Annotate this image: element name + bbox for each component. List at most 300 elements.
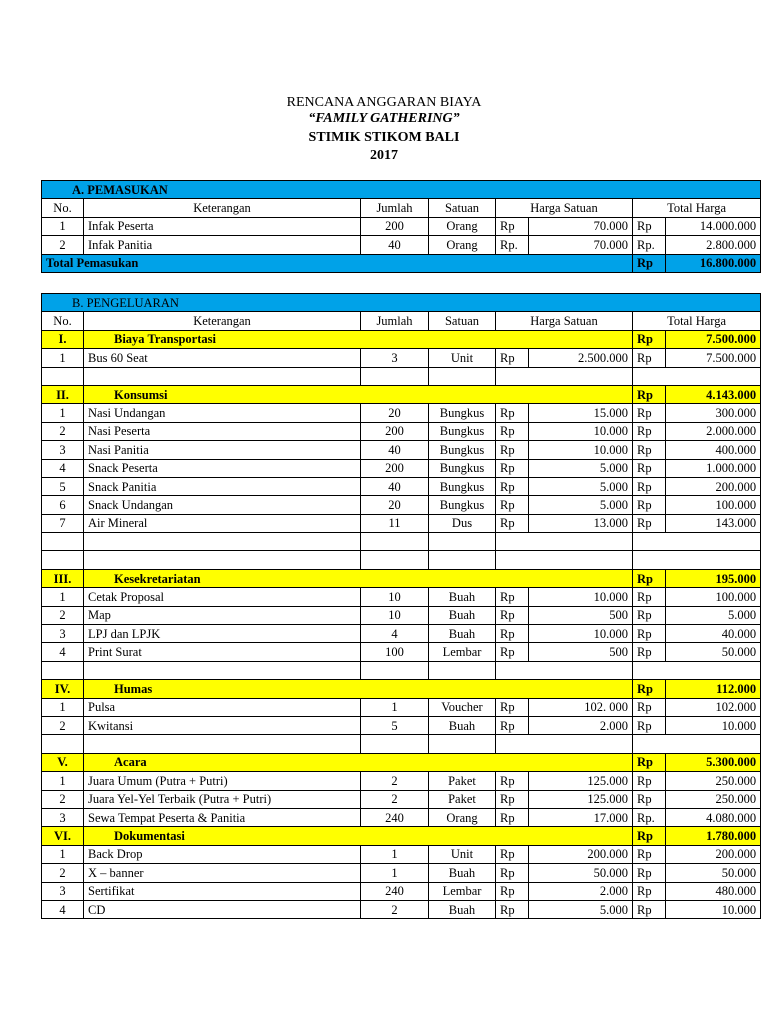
cell-currency: Rp (496, 217, 529, 235)
table-row (42, 236, 761, 254)
doc-year: 2017 (370, 148, 398, 163)
cell-empty (429, 551, 496, 569)
cell-total-harga: 7.500.000 (666, 349, 761, 367)
table-row (42, 441, 761, 459)
cell-jumlah: 40 (361, 236, 429, 254)
cell-satuan: Bungkus (429, 477, 496, 495)
cell-currency: Rp (496, 845, 529, 863)
cell-currency: Rp (633, 790, 666, 808)
section-title: A. PEMASUKAN (42, 181, 761, 199)
cell-harga-satuan: 5.000 (529, 477, 633, 495)
cell-currency: Rp (496, 900, 529, 918)
cell-jumlah: 11 (361, 514, 429, 532)
cell-satuan: Unit (429, 845, 496, 863)
cell-harga-satuan: 10.000 (529, 422, 633, 440)
cell-jumlah: 40 (361, 441, 429, 459)
cell-empty (361, 551, 429, 569)
empty-row (42, 735, 761, 753)
category-name: Kesekretariatan (84, 569, 633, 587)
cell-jumlah: 3 (361, 349, 429, 367)
category-currency: Rp (633, 680, 666, 698)
cell-keterangan: Print Surat (84, 643, 361, 661)
cell-currency: Rp (633, 422, 666, 440)
table-row (42, 496, 761, 514)
cell-total-harga: 14.000.000 (666, 217, 761, 235)
cell-satuan: Bungkus (429, 404, 496, 422)
cell-satuan: Buah (429, 588, 496, 606)
column-header-row (42, 199, 761, 217)
cell-empty (633, 533, 761, 551)
cell-jumlah: 1 (361, 698, 429, 716)
cell-currency: Rp (633, 477, 666, 495)
cell-total-harga: 143.000 (666, 514, 761, 532)
doc-title: RENCANA ANGGARAN BIAYA (286, 95, 482, 110)
cell-keterangan: X – banner (84, 864, 361, 882)
total-currency: Rp (633, 254, 666, 272)
cell-currency: Rp (633, 588, 666, 606)
cell-harga-satuan: 5.000 (529, 459, 633, 477)
cell-harga-satuan: 10.000 (529, 441, 633, 459)
cell-harga-satuan: 500 (529, 606, 633, 624)
cell-currency: Rp (496, 422, 529, 440)
cell-no: 1 (42, 349, 84, 367)
cell-harga-satuan: 2.000 (529, 716, 633, 734)
cell-currency: Rp (633, 716, 666, 734)
cell-jumlah: 20 (361, 496, 429, 514)
cell-empty (84, 735, 361, 753)
cell-keterangan: Back Drop (84, 845, 361, 863)
cell-keterangan: Sewa Tempat Peserta & Panitia (84, 808, 361, 826)
category-row (42, 827, 761, 845)
cell-currency: Rp (496, 514, 529, 532)
cell-currency: Rp (633, 698, 666, 716)
cell-empty (361, 367, 429, 385)
cell-satuan: Dus (429, 514, 496, 532)
table-row (42, 349, 761, 367)
table-row (42, 643, 761, 661)
category-currency: Rp (633, 753, 666, 771)
empty-row (42, 661, 761, 679)
cell-harga-satuan: 200.000 (529, 845, 633, 863)
cell-harga-satuan: 17.000 (529, 808, 633, 826)
cell-jumlah: 2 (361, 900, 429, 918)
cell-currency: Rp (633, 217, 666, 235)
pemasukan-table (41, 180, 761, 273)
cell-jumlah: 240 (361, 882, 429, 900)
cell-total-harga: 250.000 (666, 772, 761, 790)
cell-jumlah: 10 (361, 606, 429, 624)
table-row (42, 900, 761, 918)
cell-total-harga: 102.000 (666, 698, 761, 716)
col-no-header: No. (42, 199, 84, 217)
cell-no: 2 (42, 864, 84, 882)
cell-currency: Rp (633, 441, 666, 459)
cell-no: 4 (42, 900, 84, 918)
cell-currency: Rp (633, 625, 666, 643)
doc-organization: STIMIK STIKOM BALI (308, 130, 460, 145)
empty-row (42, 551, 761, 569)
cell-empty (42, 367, 84, 385)
cell-keterangan: Bus 60 Seat (84, 349, 361, 367)
cell-currency: Rp (496, 459, 529, 477)
cell-empty (496, 367, 633, 385)
cell-total-harga: 40.000 (666, 625, 761, 643)
cell-empty (633, 661, 761, 679)
cell-total-harga: 300.000 (666, 404, 761, 422)
cell-satuan: Buah (429, 900, 496, 918)
table-row (42, 606, 761, 624)
cell-empty (42, 533, 84, 551)
col-keterangan-header: Keterangan (84, 199, 361, 217)
section-header-pengeluaran (42, 294, 761, 312)
cell-currency: Rp (496, 643, 529, 661)
cell-no: 4 (42, 643, 84, 661)
cell-total-harga: 2.000.000 (666, 422, 761, 440)
cell-total-harga: 100.000 (666, 588, 761, 606)
cell-no: 2 (42, 790, 84, 808)
cell-currency: Rp (633, 643, 666, 661)
cell-satuan: Bungkus (429, 422, 496, 440)
cell-satuan: Orang (429, 808, 496, 826)
cell-total-harga: 2.800.000 (666, 236, 761, 254)
category-currency: Rp (633, 330, 666, 348)
cell-keterangan: Cetak Proposal (84, 588, 361, 606)
cell-empty (496, 533, 633, 551)
category-total: 4.143.000 (666, 385, 761, 403)
category-name: Konsumsi (84, 385, 633, 403)
cell-currency: Rp (633, 404, 666, 422)
cell-harga-satuan: 5.000 (529, 900, 633, 918)
column-header-row (42, 312, 761, 330)
section-header-pemasukan (42, 181, 761, 199)
category-number: IV. (42, 680, 84, 698)
cell-keterangan: Infak Panitia (84, 236, 361, 254)
cell-harga-satuan: 125.000 (529, 772, 633, 790)
category-number: II. (42, 385, 84, 403)
cell-harga-satuan: 10.000 (529, 588, 633, 606)
cell-keterangan: Juara Yel-Yel Terbaik (Putra + Putri) (84, 790, 361, 808)
cell-total-harga: 5.000 (666, 606, 761, 624)
cell-total-harga: 250.000 (666, 790, 761, 808)
col-total-harga-header: Total Harga (633, 312, 761, 330)
table-row (42, 459, 761, 477)
cell-currency: Rp. (633, 808, 666, 826)
cell-keterangan: Map (84, 606, 361, 624)
cell-keterangan: Nasi Undangan (84, 404, 361, 422)
cell-harga-satuan: 5.000 (529, 496, 633, 514)
category-row (42, 330, 761, 348)
col-total-harga-header: Total Harga (633, 199, 761, 217)
cell-empty (429, 735, 496, 753)
cell-harga-satuan: 15.000 (529, 404, 633, 422)
cell-no: 2 (42, 422, 84, 440)
total-label: Total Pemasukan (42, 254, 633, 272)
cell-empty (42, 661, 84, 679)
cell-no: 3 (42, 441, 84, 459)
cell-no: 3 (42, 882, 84, 900)
doc-subtitle: “FAMILY GATHERING” (308, 111, 460, 126)
cell-jumlah: 1 (361, 864, 429, 882)
category-name: Acara (84, 753, 633, 771)
cell-keterangan: Juara Umum (Putra + Putri) (84, 772, 361, 790)
cell-harga-satuan: 500 (529, 643, 633, 661)
cell-keterangan: Snack Undangan (84, 496, 361, 514)
cell-jumlah: 20 (361, 404, 429, 422)
cell-currency: Rp (496, 698, 529, 716)
cell-satuan: Paket (429, 772, 496, 790)
cell-harga-satuan: 2.500.000 (529, 349, 633, 367)
cell-no: 7 (42, 514, 84, 532)
table-row (42, 772, 761, 790)
col-keterangan-header: Keterangan (84, 312, 361, 330)
cell-satuan: Lembar (429, 882, 496, 900)
table-row (42, 625, 761, 643)
cell-empty (84, 367, 361, 385)
cell-jumlah: 200 (361, 422, 429, 440)
cell-no: 1 (42, 845, 84, 863)
category-name: Humas (84, 680, 633, 698)
total-value: 16.800.000 (666, 254, 761, 272)
cell-jumlah: 2 (361, 772, 429, 790)
category-name: Biaya Transportasi (84, 330, 633, 348)
cell-currency: Rp (496, 772, 529, 790)
cell-currency: Rp (633, 882, 666, 900)
cell-empty (84, 533, 361, 551)
table-row (42, 882, 761, 900)
category-number: VI. (42, 827, 84, 845)
table-row (42, 845, 761, 863)
cell-no: 6 (42, 496, 84, 514)
cell-jumlah: 4 (361, 625, 429, 643)
cell-currency: Rp (496, 404, 529, 422)
cell-keterangan: Infak Peserta (84, 217, 361, 235)
cell-empty (496, 551, 633, 569)
cell-empty (361, 661, 429, 679)
col-satuan-header: Satuan (429, 199, 496, 217)
cell-keterangan: Pulsa (84, 698, 361, 716)
total-row (42, 254, 761, 272)
category-name: Dokumentasi (84, 827, 633, 845)
cell-currency: Rp (496, 716, 529, 734)
cell-keterangan: Kwitansi (84, 716, 361, 734)
table-row (42, 404, 761, 422)
cell-keterangan: LPJ dan LPJK (84, 625, 361, 643)
cell-total-harga: 50.000 (666, 643, 761, 661)
cell-currency: Rp (496, 606, 529, 624)
category-currency: Rp (633, 385, 666, 403)
cell-harga-satuan: 70.000 (529, 236, 633, 254)
cell-empty (633, 367, 761, 385)
cell-satuan: Voucher (429, 698, 496, 716)
cell-total-harga: 50.000 (666, 864, 761, 882)
cell-satuan: Buah (429, 864, 496, 882)
cell-total-harga: 200.000 (666, 477, 761, 495)
cell-keterangan: Nasi Panitia (84, 441, 361, 459)
cell-empty (429, 367, 496, 385)
cell-jumlah: 40 (361, 477, 429, 495)
cell-currency: Rp (633, 459, 666, 477)
category-total: 5.300.000 (666, 753, 761, 771)
cell-jumlah: 240 (361, 808, 429, 826)
cell-no: 4 (42, 459, 84, 477)
col-satuan-header: Satuan (429, 312, 496, 330)
cell-harga-satuan: 10.000 (529, 625, 633, 643)
cell-satuan: Lembar (429, 643, 496, 661)
cell-satuan: Unit (429, 349, 496, 367)
empty-row (42, 533, 761, 551)
col-harga-satuan-header: Harga Satuan (496, 312, 633, 330)
cell-jumlah: 10 (361, 588, 429, 606)
category-total: 7.500.000 (666, 330, 761, 348)
cell-satuan: Buah (429, 606, 496, 624)
cell-no: 2 (42, 236, 84, 254)
cell-currency: Rp (496, 882, 529, 900)
category-number: V. (42, 753, 84, 771)
cell-no: 3 (42, 625, 84, 643)
category-number: III. (42, 569, 84, 587)
cell-no: 1 (42, 588, 84, 606)
cell-empty (84, 661, 361, 679)
cell-satuan: Buah (429, 716, 496, 734)
table-row (42, 716, 761, 734)
cell-total-harga: 10.000 (666, 716, 761, 734)
cell-currency: Rp (496, 496, 529, 514)
cell-harga-satuan: 70.000 (529, 217, 633, 235)
cell-empty (429, 533, 496, 551)
cell-harga-satuan: 13.000 (529, 514, 633, 532)
cell-empty (633, 551, 761, 569)
cell-jumlah: 200 (361, 459, 429, 477)
cell-currency: Rp (633, 496, 666, 514)
table-row (42, 588, 761, 606)
cell-keterangan: Sertifikat (84, 882, 361, 900)
cell-currency: Rp (496, 790, 529, 808)
cell-jumlah: 5 (361, 716, 429, 734)
cell-harga-satuan: 2.000 (529, 882, 633, 900)
cell-satuan: Orang (429, 217, 496, 235)
cell-keterangan: Snack Peserta (84, 459, 361, 477)
cell-currency: Rp (633, 900, 666, 918)
cell-no: 2 (42, 606, 84, 624)
table-row (42, 477, 761, 495)
cell-currency: Rp (496, 625, 529, 643)
cell-total-harga: 10.000 (666, 900, 761, 918)
category-total: 1.780.000 (666, 827, 761, 845)
cell-currency: Rp (633, 772, 666, 790)
table-row (42, 217, 761, 235)
cell-currency: Rp. (633, 236, 666, 254)
cell-jumlah: 100 (361, 643, 429, 661)
col-harga-satuan-header: Harga Satuan (496, 199, 633, 217)
col-no-header: No. (42, 312, 84, 330)
cell-total-harga: 4.080.000 (666, 808, 761, 826)
cell-total-harga: 1.000.000 (666, 459, 761, 477)
cell-total-harga: 100.000 (666, 496, 761, 514)
category-row (42, 385, 761, 403)
cell-empty (429, 661, 496, 679)
cell-jumlah: 2 (361, 790, 429, 808)
cell-currency: Rp (496, 441, 529, 459)
cell-empty (633, 735, 761, 753)
section-title: B. PENGELUARAN (42, 294, 761, 312)
cell-empty (361, 533, 429, 551)
cell-no: 1 (42, 772, 84, 790)
cell-currency: Rp (496, 349, 529, 367)
cell-jumlah: 200 (361, 217, 429, 235)
cell-satuan: Bungkus (429, 459, 496, 477)
cell-satuan: Bungkus (429, 441, 496, 459)
cell-satuan: Orang (429, 236, 496, 254)
category-row (42, 680, 761, 698)
cell-currency: Rp (633, 845, 666, 863)
cell-no: 1 (42, 404, 84, 422)
cell-harga-satuan: 125.000 (529, 790, 633, 808)
cell-keterangan: Snack Panitia (84, 477, 361, 495)
table-row (42, 514, 761, 532)
cell-total-harga: 480.000 (666, 882, 761, 900)
cell-satuan: Bungkus (429, 496, 496, 514)
cell-currency: Rp (633, 514, 666, 532)
cell-satuan: Buah (429, 625, 496, 643)
cell-empty (42, 551, 84, 569)
category-currency: Rp (633, 569, 666, 587)
table-row (42, 864, 761, 882)
cell-currency: Rp (633, 349, 666, 367)
cell-total-harga: 400.000 (666, 441, 761, 459)
cell-no: 1 (42, 217, 84, 235)
cell-keterangan: Air Mineral (84, 514, 361, 532)
cell-empty (361, 735, 429, 753)
table-row (42, 808, 761, 826)
category-row (42, 569, 761, 587)
cell-total-harga: 200.000 (666, 845, 761, 863)
cell-empty (496, 661, 633, 679)
cell-empty (84, 551, 361, 569)
cell-harga-satuan: 102. 000 (529, 698, 633, 716)
cell-empty (42, 735, 84, 753)
category-total: 195.000 (666, 569, 761, 587)
category-row (42, 753, 761, 771)
table-row (42, 422, 761, 440)
col-jumlah-header: Jumlah (361, 312, 429, 330)
cell-empty (496, 735, 633, 753)
cell-jumlah: 1 (361, 845, 429, 863)
pengeluaran-table (41, 293, 761, 919)
cell-no: 1 (42, 698, 84, 716)
category-currency: Rp (633, 827, 666, 845)
cell-currency: Rp (496, 588, 529, 606)
col-jumlah-header: Jumlah (361, 199, 429, 217)
cell-no: 3 (42, 808, 84, 826)
category-total: 112.000 (666, 680, 761, 698)
cell-currency: Rp (496, 477, 529, 495)
cell-keterangan: Nasi Peserta (84, 422, 361, 440)
cell-currency: Rp (633, 606, 666, 624)
cell-currency: Rp (633, 864, 666, 882)
category-number: I. (42, 330, 84, 348)
cell-keterangan: CD (84, 900, 361, 918)
cell-harga-satuan: 50.000 (529, 864, 633, 882)
cell-currency: Rp (496, 808, 529, 826)
cell-satuan: Paket (429, 790, 496, 808)
cell-no: 2 (42, 716, 84, 734)
cell-currency: Rp. (496, 236, 529, 254)
cell-currency: Rp (496, 864, 529, 882)
empty-row (42, 367, 761, 385)
table-row (42, 698, 761, 716)
cell-no: 5 (42, 477, 84, 495)
table-row (42, 790, 761, 808)
